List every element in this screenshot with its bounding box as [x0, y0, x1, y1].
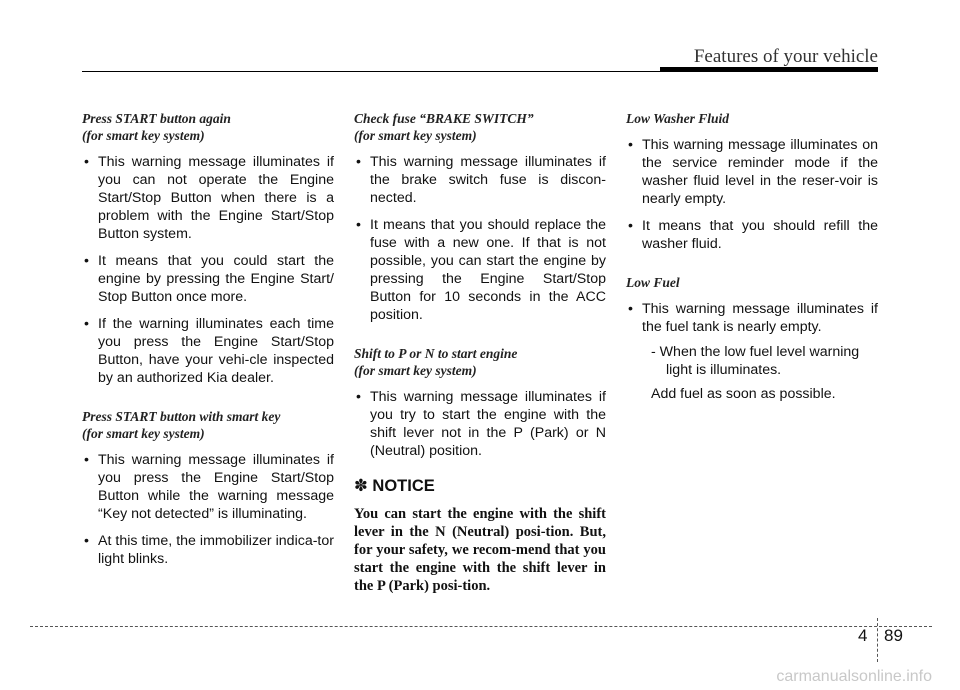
heading-line: Shift to P or N to start engine [354, 346, 518, 361]
heading-line: Check fuse “BRAKE SWITCH” [354, 111, 534, 126]
heading-line: (for smart key system) [82, 426, 205, 441]
bullet-item: • It means that you should refill the washer fluid. [626, 217, 878, 253]
heading-line: Press START button with smart key [82, 409, 281, 424]
bullet-list [82, 153, 334, 387]
chapter-number: 4 [858, 626, 868, 645]
bullet-list [354, 388, 606, 460]
notice-body: You can start the engine with the shift lever in the N (Neutral) posi-tion. But, for your safety, we recom-mend that you start the engine with the shift lever in the P (Park) posi-tion. [354, 506, 606, 594]
bullet-item: • This warning message illuminates if the fuel tank is nearly empty. [626, 300, 878, 336]
bullet-list [626, 136, 878, 253]
column-3 [626, 110, 878, 403]
bullet-item: • This warning message illuminates if you can not operate the Engine Start/Stop Button when there is a problem with the Engine Start/Stop Button system. [82, 153, 334, 243]
header-bar [660, 67, 878, 72]
watermark: carmanualsonline.info [776, 668, 932, 685]
page-number: 89 [884, 626, 903, 645]
heading-line: (for smart key system) [354, 363, 477, 378]
section-heading [626, 110, 878, 127]
bullet-item: • This warning message illuminates if you press the Engine Start/Stop Button while the warning message “Key not detected” is illuminating. [82, 451, 334, 523]
section-heading [354, 345, 606, 379]
footer-divider [877, 618, 878, 662]
bullet-item: • It means that you could start the engine by pressing the Engine Start/ Stop Button once more. [82, 252, 334, 306]
bullet-item: • At this time, the immobilizer indica-tor light blinks. [82, 532, 334, 568]
heading-line: Press START button again [82, 111, 231, 126]
bullet-item: • This warning message illuminates if you try to start the engine with the shift lever not in the P (Park) or N (Neutral) position. [354, 388, 606, 460]
bullet-item: • If the warning illuminates each time you press the Engine Start/Stop Button, have your vehi-cle inspected by an authorized Kia dealer. [82, 315, 334, 387]
sub-item: - When the low fuel level warning light is illuminates. [651, 344, 860, 378]
section-heading [82, 408, 334, 442]
heading-line: Low Fuel [626, 275, 680, 290]
column-1 [82, 110, 334, 577]
section-heading [354, 110, 606, 144]
bullet-item: • This warning message illuminates if the brake switch fuse is discon-nected. [354, 153, 606, 207]
heading-line: (for smart key system) [354, 128, 477, 143]
bullet-item: • It means that you should replace the fuse with a new one. If that is not possible, you can start the engine by pressing the Engine Start/Stop Button for 10 seconds in the ACC position. [354, 216, 606, 324]
sub-note: Add fuel as soon as possible. [651, 386, 836, 402]
notice-title: ✽ NOTICE [354, 477, 435, 495]
bullet-list [354, 153, 606, 324]
footer-rule [30, 626, 932, 627]
header-title: Features of your vehicle [693, 46, 878, 67]
bullet-list [82, 451, 334, 568]
section-heading [626, 274, 878, 291]
column-2 [354, 110, 606, 595]
bullet-list [626, 300, 878, 336]
heading-line: Low Washer Fluid [626, 111, 730, 126]
heading-line: (for smart key system) [82, 128, 205, 143]
bullet-item: • This warning message illuminates on the service reminder mode if the washer fluid level in the reser-voir is nearly empty. [626, 136, 878, 208]
section-heading [82, 110, 334, 144]
